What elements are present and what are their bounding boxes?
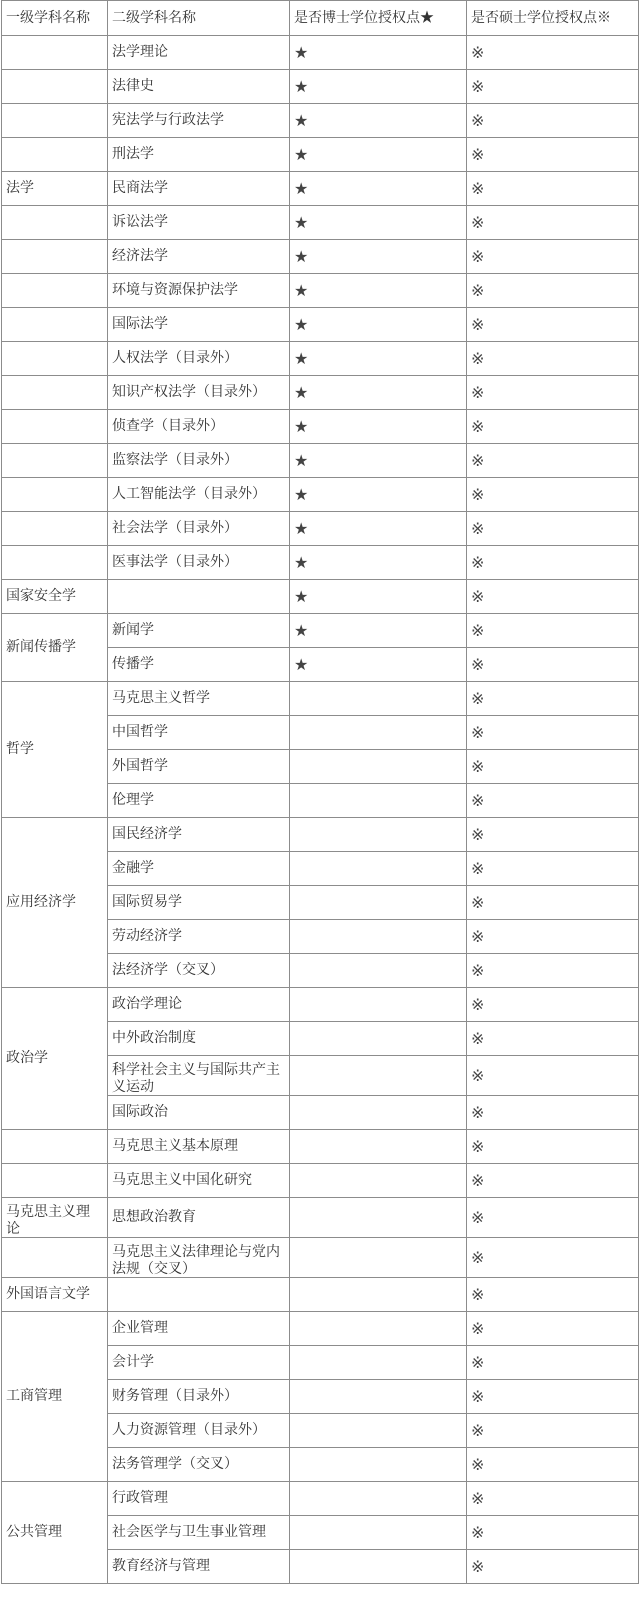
phd-mark: ★ bbox=[290, 308, 467, 342]
second-discipline-cell bbox=[108, 444, 290, 478]
table-row bbox=[2, 580, 639, 614]
table-row bbox=[2, 1198, 639, 1238]
phd-mark bbox=[290, 1448, 467, 1482]
second-discipline-text: 企业管理 bbox=[112, 1320, 168, 1336]
master-mark: ※ bbox=[467, 648, 639, 682]
table-row bbox=[2, 818, 639, 852]
second-discipline-cell bbox=[108, 1516, 290, 1550]
phd-mark: ★ bbox=[290, 274, 467, 308]
first-discipline-cell bbox=[2, 376, 108, 410]
table-row bbox=[2, 138, 639, 172]
master-mark: ※ bbox=[467, 104, 639, 138]
second-discipline-text: 外国哲学 bbox=[112, 758, 168, 774]
master-mark: ※ bbox=[467, 1380, 639, 1414]
second-discipline-cell bbox=[108, 648, 290, 682]
master-mark: ※ bbox=[467, 852, 639, 886]
second-discipline-cell bbox=[108, 784, 290, 818]
phd-mark: ★ bbox=[290, 580, 467, 614]
phd-mark bbox=[290, 818, 467, 852]
master-mark: ※ bbox=[467, 1516, 639, 1550]
second-discipline-text: 政治学理论 bbox=[112, 996, 182, 1012]
master-mark: ※ bbox=[467, 206, 639, 240]
second-discipline-cell bbox=[108, 36, 290, 70]
second-discipline-text: 人权法学（目录外） bbox=[112, 350, 238, 366]
second-discipline-cell bbox=[108, 546, 290, 580]
master-mark: ※ bbox=[467, 1056, 639, 1096]
header-phd: 是否博士学位授权点★ bbox=[290, 1, 467, 36]
second-discipline-cell bbox=[108, 954, 290, 988]
phd-mark bbox=[290, 1238, 467, 1278]
second-discipline-cell bbox=[108, 1312, 290, 1346]
phd-mark bbox=[290, 1516, 467, 1550]
second-discipline-cell bbox=[108, 818, 290, 852]
second-discipline-cell bbox=[108, 512, 290, 546]
second-discipline-cell bbox=[108, 580, 290, 614]
table-row bbox=[2, 1278, 639, 1312]
second-discipline-cell bbox=[108, 920, 290, 954]
phd-mark: ★ bbox=[290, 648, 467, 682]
master-mark: ※ bbox=[467, 138, 639, 172]
table-row bbox=[2, 444, 639, 478]
second-discipline-cell bbox=[108, 376, 290, 410]
second-discipline-text: 宪法学与行政法学 bbox=[112, 112, 224, 128]
second-discipline-cell bbox=[108, 1278, 290, 1312]
second-discipline-text: 经济法学 bbox=[112, 248, 168, 264]
master-mark: ※ bbox=[467, 36, 639, 70]
phd-mark: ★ bbox=[290, 138, 467, 172]
first-discipline-cell bbox=[2, 682, 108, 818]
table-row bbox=[2, 342, 639, 376]
table-row bbox=[2, 1312, 639, 1346]
second-discipline-text: 侦查学（目录外） bbox=[112, 418, 224, 434]
master-mark: ※ bbox=[467, 920, 639, 954]
master-mark: ※ bbox=[467, 376, 639, 410]
table-row bbox=[2, 1238, 639, 1278]
first-discipline-text: 工商管理 bbox=[6, 1388, 62, 1404]
master-mark: ※ bbox=[467, 1238, 639, 1278]
phd-mark: ★ bbox=[290, 410, 467, 444]
first-discipline-text: 马克思主义理论 bbox=[6, 1204, 90, 1237]
second-discipline-cell bbox=[108, 1414, 290, 1448]
second-discipline-text: 中国哲学 bbox=[112, 724, 168, 740]
master-mark: ※ bbox=[467, 274, 639, 308]
table-row bbox=[2, 206, 639, 240]
phd-mark: ★ bbox=[290, 172, 467, 206]
second-discipline-text: 中外政治制度 bbox=[112, 1030, 196, 1046]
master-mark: ※ bbox=[467, 818, 639, 852]
second-discipline-text: 国民经济学 bbox=[112, 826, 182, 842]
second-discipline-text: 监察法学（目录外） bbox=[112, 452, 238, 468]
second-discipline-text: 金融学 bbox=[112, 860, 154, 876]
master-mark: ※ bbox=[467, 172, 639, 206]
master-mark: ※ bbox=[467, 988, 639, 1022]
second-discipline-cell bbox=[108, 988, 290, 1022]
second-discipline-text: 马克思主义中国化研究 bbox=[112, 1172, 252, 1188]
first-discipline-cell bbox=[2, 478, 108, 512]
phd-mark bbox=[290, 886, 467, 920]
table-row bbox=[2, 36, 639, 70]
first-discipline-cell bbox=[2, 818, 108, 988]
phd-mark bbox=[290, 1346, 467, 1380]
first-discipline-cell bbox=[2, 1482, 108, 1584]
second-discipline-cell bbox=[108, 1448, 290, 1482]
master-mark: ※ bbox=[467, 954, 639, 988]
master-mark: ※ bbox=[467, 1312, 639, 1346]
second-discipline-text: 法经济学（交叉） bbox=[112, 962, 224, 978]
second-discipline-cell bbox=[108, 172, 290, 206]
second-discipline-cell bbox=[108, 1096, 290, 1130]
master-mark: ※ bbox=[467, 342, 639, 376]
second-discipline-text: 劳动经济学 bbox=[112, 928, 182, 944]
second-discipline-cell bbox=[108, 852, 290, 886]
phd-mark bbox=[290, 1130, 467, 1164]
master-mark: ※ bbox=[467, 682, 639, 716]
master-mark: ※ bbox=[467, 1096, 639, 1130]
master-mark: ※ bbox=[467, 1022, 639, 1056]
second-discipline-cell bbox=[108, 1238, 290, 1278]
master-mark: ※ bbox=[467, 410, 639, 444]
second-discipline-text: 科学社会主义与国际共产主义运动 bbox=[112, 1062, 280, 1095]
second-discipline-cell bbox=[108, 1056, 290, 1096]
first-discipline-cell bbox=[2, 546, 108, 580]
second-discipline-cell bbox=[108, 1022, 290, 1056]
second-discipline-text: 传播学 bbox=[112, 656, 154, 672]
first-discipline-cell bbox=[2, 308, 108, 342]
table-body bbox=[2, 36, 639, 1584]
second-discipline-text: 国际政治 bbox=[112, 1104, 168, 1120]
table-row bbox=[2, 988, 639, 1022]
master-mark: ※ bbox=[467, 716, 639, 750]
first-discipline-cell bbox=[2, 444, 108, 478]
phd-mark bbox=[290, 1096, 467, 1130]
first-discipline-cell bbox=[2, 1130, 108, 1164]
second-discipline-text: 民商法学 bbox=[112, 180, 168, 196]
table-row bbox=[2, 614, 639, 648]
phd-mark bbox=[290, 1198, 467, 1238]
table-row bbox=[2, 1482, 639, 1516]
first-discipline-cell bbox=[2, 172, 108, 206]
second-discipline-cell bbox=[108, 1380, 290, 1414]
master-mark: ※ bbox=[467, 614, 639, 648]
first-discipline-text: 政治学 bbox=[6, 1050, 48, 1066]
table-row bbox=[2, 682, 639, 716]
header-second-discipline: 二级学科名称 bbox=[108, 1, 290, 36]
table-row bbox=[2, 1130, 639, 1164]
first-discipline-text: 公共管理 bbox=[6, 1524, 62, 1540]
phd-mark bbox=[290, 1414, 467, 1448]
second-discipline-text: 法律史 bbox=[112, 78, 154, 94]
first-discipline-text: 国家安全学 bbox=[6, 588, 76, 604]
table-row bbox=[2, 410, 639, 444]
second-discipline-text: 人力资源管理（目录外） bbox=[112, 1422, 266, 1438]
master-mark: ※ bbox=[467, 478, 639, 512]
table-row bbox=[2, 376, 639, 410]
phd-mark bbox=[290, 1278, 467, 1312]
second-discipline-text: 知识产权法学（目录外） bbox=[112, 384, 266, 400]
second-discipline-cell bbox=[108, 342, 290, 376]
table-row bbox=[2, 478, 639, 512]
second-discipline-text: 教育经济与管理 bbox=[112, 1558, 210, 1574]
master-mark: ※ bbox=[467, 1164, 639, 1198]
phd-mark bbox=[290, 784, 467, 818]
master-mark: ※ bbox=[467, 1414, 639, 1448]
second-discipline-text: 伦理学 bbox=[112, 792, 154, 808]
second-discipline-text: 国际法学 bbox=[112, 316, 168, 332]
phd-mark bbox=[290, 852, 467, 886]
first-discipline-text: 应用经济学 bbox=[6, 894, 76, 910]
master-mark: ※ bbox=[467, 308, 639, 342]
table-row bbox=[2, 308, 639, 342]
header-first-discipline: 一级学科名称 bbox=[2, 1, 108, 36]
first-discipline-cell bbox=[2, 1164, 108, 1198]
master-mark: ※ bbox=[467, 70, 639, 104]
phd-mark: ★ bbox=[290, 546, 467, 580]
second-discipline-cell bbox=[108, 206, 290, 240]
table-row bbox=[2, 546, 639, 580]
first-discipline-cell bbox=[2, 342, 108, 376]
second-discipline-cell bbox=[108, 104, 290, 138]
second-discipline-text: 环境与资源保护法学 bbox=[112, 282, 238, 298]
second-discipline-cell bbox=[108, 308, 290, 342]
phd-mark: ★ bbox=[290, 104, 467, 138]
master-mark: ※ bbox=[467, 784, 639, 818]
phd-mark bbox=[290, 1022, 467, 1056]
phd-mark bbox=[290, 682, 467, 716]
phd-mark bbox=[290, 920, 467, 954]
second-discipline-text: 社会法学（目录外） bbox=[112, 520, 238, 536]
master-mark: ※ bbox=[467, 1198, 639, 1238]
master-mark: ※ bbox=[467, 512, 639, 546]
first-discipline-text: 新闻传播学 bbox=[6, 639, 76, 655]
phd-mark bbox=[290, 1164, 467, 1198]
master-mark: ※ bbox=[467, 546, 639, 580]
second-discipline-text: 马克思主义哲学 bbox=[112, 690, 210, 706]
phd-mark: ★ bbox=[290, 444, 467, 478]
second-discipline-text: 人工智能法学（目录外） bbox=[112, 486, 266, 502]
second-discipline-text: 国际贸易学 bbox=[112, 894, 182, 910]
phd-mark bbox=[290, 1482, 467, 1516]
table-row bbox=[2, 1164, 639, 1198]
second-discipline-text: 法学理论 bbox=[112, 44, 168, 60]
phd-mark: ★ bbox=[290, 36, 467, 70]
phd-mark bbox=[290, 954, 467, 988]
second-discipline-cell bbox=[108, 410, 290, 444]
second-discipline-text: 马克思主义法律理论与党内法规（交叉） bbox=[112, 1244, 280, 1277]
second-discipline-cell bbox=[108, 274, 290, 308]
master-mark: ※ bbox=[467, 1448, 639, 1482]
second-discipline-text: 新闻学 bbox=[112, 622, 154, 638]
first-discipline-cell bbox=[2, 104, 108, 138]
table-row bbox=[2, 70, 639, 104]
second-discipline-cell bbox=[108, 1130, 290, 1164]
first-discipline-cell bbox=[2, 138, 108, 172]
second-discipline-cell bbox=[108, 1482, 290, 1516]
phd-mark: ★ bbox=[290, 376, 467, 410]
degree-table bbox=[1, 0, 639, 1584]
table-row bbox=[2, 172, 639, 206]
phd-mark: ★ bbox=[290, 478, 467, 512]
second-discipline-cell bbox=[108, 886, 290, 920]
phd-mark bbox=[290, 1312, 467, 1346]
first-discipline-cell bbox=[2, 580, 108, 614]
master-mark: ※ bbox=[467, 580, 639, 614]
phd-mark: ★ bbox=[290, 342, 467, 376]
first-discipline-cell bbox=[2, 36, 108, 70]
first-discipline-text: 外国语言文学 bbox=[6, 1286, 90, 1302]
phd-mark: ★ bbox=[290, 512, 467, 546]
master-mark: ※ bbox=[467, 444, 639, 478]
table-row bbox=[2, 240, 639, 274]
phd-mark: ★ bbox=[290, 206, 467, 240]
table-row bbox=[2, 274, 639, 308]
first-discipline-cell bbox=[2, 614, 108, 682]
phd-mark: ★ bbox=[290, 70, 467, 104]
first-discipline-text: 法学 bbox=[6, 180, 34, 196]
phd-mark bbox=[290, 1056, 467, 1096]
master-mark: ※ bbox=[467, 1550, 639, 1584]
first-discipline-cell bbox=[2, 274, 108, 308]
phd-mark bbox=[290, 1550, 467, 1584]
second-discipline-text: 法务管理学（交叉） bbox=[112, 1456, 238, 1472]
second-discipline-text: 刑法学 bbox=[112, 146, 154, 162]
second-discipline-cell bbox=[108, 1550, 290, 1584]
phd-mark bbox=[290, 716, 467, 750]
phd-mark: ★ bbox=[290, 240, 467, 274]
second-discipline-text: 行政管理 bbox=[112, 1490, 168, 1506]
phd-mark bbox=[290, 1380, 467, 1414]
first-discipline-cell bbox=[2, 206, 108, 240]
phd-mark bbox=[290, 988, 467, 1022]
phd-mark bbox=[290, 750, 467, 784]
master-mark: ※ bbox=[467, 240, 639, 274]
second-discipline-cell bbox=[108, 138, 290, 172]
second-discipline-text: 马克思主义基本原理 bbox=[112, 1138, 238, 1154]
master-mark: ※ bbox=[467, 886, 639, 920]
header-master: 是否硕士学位授权点※ bbox=[467, 1, 639, 36]
second-discipline-cell bbox=[108, 1198, 290, 1238]
second-discipline-text: 社会医学与卫生事业管理 bbox=[112, 1524, 266, 1540]
second-discipline-text: 思想政治教育 bbox=[112, 1209, 196, 1225]
second-discipline-cell bbox=[108, 1164, 290, 1198]
second-discipline-text: 诉讼法学 bbox=[112, 214, 168, 230]
master-mark: ※ bbox=[467, 1130, 639, 1164]
first-discipline-cell bbox=[2, 1198, 108, 1238]
first-discipline-cell bbox=[2, 1312, 108, 1482]
first-discipline-cell bbox=[2, 988, 108, 1130]
second-discipline-cell bbox=[108, 716, 290, 750]
first-discipline-cell bbox=[2, 240, 108, 274]
phd-mark: ★ bbox=[290, 614, 467, 648]
second-discipline-cell bbox=[108, 750, 290, 784]
master-mark: ※ bbox=[467, 1278, 639, 1312]
second-discipline-cell bbox=[108, 682, 290, 716]
first-discipline-cell bbox=[2, 1238, 108, 1278]
master-mark: ※ bbox=[467, 1346, 639, 1380]
table-row bbox=[2, 512, 639, 546]
table-row bbox=[2, 104, 639, 138]
second-discipline-cell bbox=[108, 1346, 290, 1380]
second-discipline-text: 会计学 bbox=[112, 1354, 154, 1370]
second-discipline-cell bbox=[108, 614, 290, 648]
first-discipline-cell bbox=[2, 512, 108, 546]
master-mark: ※ bbox=[467, 750, 639, 784]
first-discipline-cell bbox=[2, 410, 108, 444]
first-discipline-text: 哲学 bbox=[6, 741, 34, 757]
header-row bbox=[2, 1, 639, 36]
second-discipline-text: 财务管理（目录外） bbox=[112, 1388, 238, 1404]
first-discipline-cell bbox=[2, 1278, 108, 1312]
second-discipline-cell bbox=[108, 240, 290, 274]
master-mark: ※ bbox=[467, 1482, 639, 1516]
second-discipline-cell bbox=[108, 70, 290, 104]
first-discipline-cell bbox=[2, 70, 108, 104]
second-discipline-cell bbox=[108, 478, 290, 512]
second-discipline-text: 医事法学（目录外） bbox=[112, 554, 238, 570]
